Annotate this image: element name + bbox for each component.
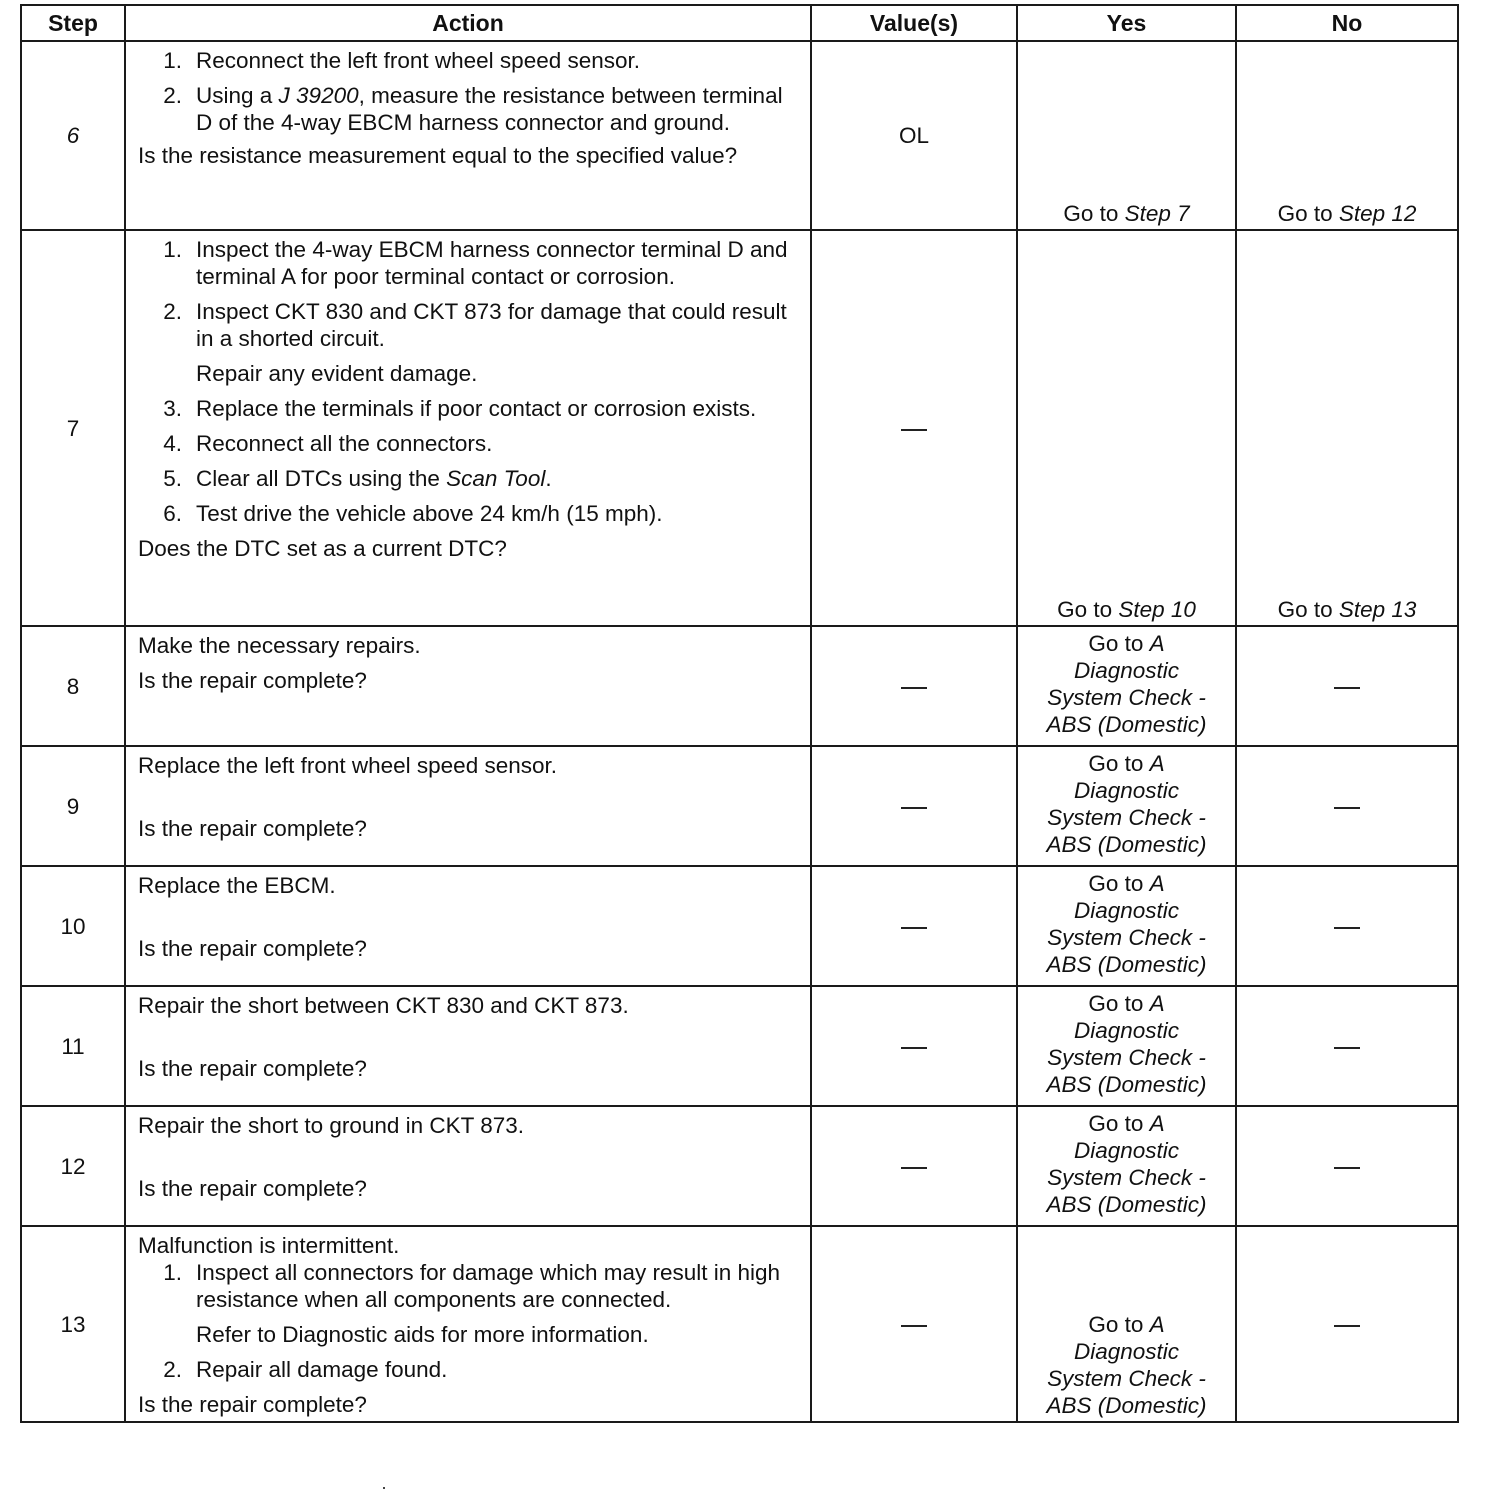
action-cell bbox=[125, 1226, 811, 1422]
item-number: 4. bbox=[163, 431, 182, 456]
goto-prefix: Go to bbox=[1277, 201, 1339, 226]
action-note: Repair any evident damage. bbox=[196, 361, 478, 386]
header-values: Value(s) bbox=[811, 5, 1017, 41]
action-item bbox=[138, 236, 802, 290]
step-label: 10 bbox=[60, 913, 86, 939]
goto-step-link[interactable]: Step 10 bbox=[1118, 597, 1196, 622]
header-yes: Yes bbox=[1017, 5, 1236, 41]
no-cell bbox=[1236, 41, 1458, 230]
goto-target: A bbox=[1149, 1111, 1165, 1136]
dash-placeholder bbox=[1334, 1047, 1360, 1049]
step-number bbox=[21, 746, 125, 866]
dash-placeholder bbox=[901, 429, 927, 431]
action-cell bbox=[125, 746, 811, 866]
yes-cell bbox=[1017, 41, 1236, 230]
dash-placeholder bbox=[1334, 687, 1360, 689]
action-item bbox=[138, 430, 802, 457]
goto-step-link[interactable]: Step 12 bbox=[1338, 201, 1417, 226]
goto-step-link[interactable]: Step 7 bbox=[1124, 201, 1190, 226]
item-text: Replace the terminals if poor contact or corrosion exists. bbox=[196, 396, 757, 421]
step-number bbox=[21, 230, 125, 626]
goto-step-link[interactable]: Step 13 bbox=[1338, 597, 1417, 622]
item-text: Repair all damage found. bbox=[196, 1357, 448, 1382]
action-text: Repair the short to ground in CKT 873. bbox=[138, 1113, 525, 1138]
dash-placeholder bbox=[901, 1325, 927, 1327]
dash-placeholder bbox=[901, 927, 927, 929]
goto-diagnostic-check-link[interactable] bbox=[1046, 750, 1206, 858]
goto-prefix: Go to bbox=[1063, 201, 1125, 226]
yes-cell bbox=[1017, 746, 1236, 866]
no-cell bbox=[1236, 1106, 1458, 1226]
goto-target: System Check - bbox=[1047, 685, 1206, 710]
dash-placeholder bbox=[901, 807, 927, 809]
item-number: 3. bbox=[163, 396, 182, 421]
step-number bbox=[21, 866, 125, 986]
item-text: Inspect CKT 830 and CKT 873 for damage that could result in a shorted circuit. bbox=[196, 299, 787, 351]
header-step: Step bbox=[21, 5, 125, 41]
action-item bbox=[138, 82, 802, 136]
item-text: . bbox=[545, 466, 552, 491]
goto-target: Diagnostic bbox=[1073, 1018, 1180, 1043]
goto-target: ABS (Domestic) bbox=[1046, 832, 1207, 857]
dash-placeholder bbox=[901, 1047, 927, 1049]
dash-placeholder bbox=[1334, 1325, 1360, 1327]
step-number bbox=[21, 986, 125, 1106]
item-text: Inspect the 4-way EBCM harness connector terminal D and terminal A for poor terminal contact or corrosion. bbox=[196, 237, 788, 289]
table-row bbox=[21, 230, 1458, 626]
goto-target: System Check - bbox=[1047, 925, 1206, 950]
step-label: 8 bbox=[66, 673, 80, 699]
no-cell bbox=[1236, 626, 1458, 746]
no-cell bbox=[1236, 1226, 1458, 1422]
value-cell bbox=[811, 230, 1017, 626]
goto-diagnostic-check-link[interactable] bbox=[1046, 870, 1206, 978]
table-row bbox=[21, 746, 1458, 866]
header-row bbox=[21, 5, 1458, 41]
goto-target: Diagnostic bbox=[1073, 898, 1180, 923]
action-question: Is the repair complete? bbox=[138, 668, 367, 693]
goto-diagnostic-check-link[interactable] bbox=[1046, 990, 1206, 1098]
goto-prefix: Go to bbox=[1057, 597, 1119, 622]
item-number: 6. bbox=[163, 501, 182, 526]
goto-prefix: Go to bbox=[1277, 597, 1339, 622]
no-cell bbox=[1236, 230, 1458, 626]
action-item bbox=[138, 298, 802, 352]
scan-speck bbox=[383, 1487, 385, 1489]
goto-target: System Check - bbox=[1047, 805, 1206, 830]
action-item bbox=[138, 465, 802, 492]
action-item bbox=[138, 1259, 802, 1313]
action-cell bbox=[125, 626, 811, 746]
action-note: Refer to Diagnostic aids for more information. bbox=[196, 1322, 649, 1347]
action-item bbox=[138, 47, 802, 74]
table-row bbox=[21, 866, 1458, 986]
step-number bbox=[21, 41, 125, 230]
action-text: Replace the EBCM. bbox=[138, 873, 336, 898]
yes-cell bbox=[1017, 866, 1236, 986]
step-label: 9 bbox=[66, 793, 80, 819]
value-cell bbox=[811, 1106, 1017, 1226]
table-row bbox=[21, 1106, 1458, 1226]
action-intro: Malfunction is intermittent. bbox=[138, 1233, 400, 1258]
goto-prefix: Go to bbox=[1088, 1111, 1150, 1136]
action-cell bbox=[125, 866, 811, 986]
no-cell bbox=[1236, 746, 1458, 866]
yes-cell bbox=[1017, 230, 1236, 626]
action-text: Make the necessary repairs. bbox=[138, 633, 421, 658]
dash-placeholder bbox=[1334, 927, 1360, 929]
goto-target: System Check - bbox=[1047, 1366, 1206, 1391]
goto-target: ABS (Domestic) bbox=[1046, 712, 1207, 737]
step-number bbox=[21, 1226, 125, 1422]
goto-prefix: Go to bbox=[1088, 751, 1150, 776]
dash-placeholder bbox=[1334, 1167, 1360, 1169]
goto-target: Diagnostic bbox=[1073, 1138, 1180, 1163]
action-question: Is the resistance measurement equal to the specified value? bbox=[138, 143, 738, 168]
goto-diagnostic-check-link[interactable] bbox=[1046, 630, 1206, 738]
goto-target: ABS (Domestic) bbox=[1046, 1393, 1207, 1418]
item-text: Reconnect all the connectors. bbox=[196, 431, 493, 456]
item-number: 2. bbox=[163, 1357, 182, 1382]
action-item bbox=[138, 1356, 802, 1383]
value-cell bbox=[811, 746, 1017, 866]
diagnostic-table bbox=[20, 4, 1459, 1423]
step-label: 11 bbox=[61, 1033, 85, 1059]
goto-target: ABS (Domestic) bbox=[1046, 1072, 1207, 1097]
step-number bbox=[21, 626, 125, 746]
tool-reference: Scan Tool bbox=[446, 466, 546, 491]
item-number: 1. bbox=[163, 48, 182, 73]
item-number: 1. bbox=[163, 1260, 182, 1285]
value-cell bbox=[811, 1226, 1017, 1422]
action-item bbox=[138, 395, 802, 422]
goto-prefix: Go to bbox=[1088, 1312, 1150, 1337]
goto-target: A bbox=[1149, 751, 1165, 776]
value-cell bbox=[811, 866, 1017, 986]
item-text: , measure the resistance between terminal D of the 4-way EBCM harness connector and ground. bbox=[196, 83, 783, 135]
item-text: Clear all DTCs using the bbox=[196, 466, 447, 491]
action-question: Is the repair complete? bbox=[138, 936, 367, 961]
dash-placeholder bbox=[901, 687, 927, 689]
goto-target: A bbox=[1149, 991, 1165, 1016]
value-cell bbox=[811, 986, 1017, 1106]
goto-target: Diagnostic bbox=[1073, 778, 1180, 803]
table-row bbox=[21, 626, 1458, 746]
no-cell bbox=[1236, 866, 1458, 986]
yes-cell bbox=[1017, 986, 1236, 1106]
step-label: 12 bbox=[60, 1153, 86, 1179]
goto-target: A bbox=[1149, 631, 1165, 656]
action-text: Repair the short between CKT 830 and CKT 873. bbox=[138, 993, 629, 1018]
yes-cell bbox=[1017, 1106, 1236, 1226]
goto-target: System Check - bbox=[1047, 1165, 1206, 1190]
action-question: Is the repair complete? bbox=[138, 816, 367, 841]
table-row bbox=[21, 41, 1458, 230]
item-number: 1. bbox=[163, 237, 182, 262]
table-row bbox=[21, 986, 1458, 1106]
goto-prefix: Go to bbox=[1088, 631, 1150, 656]
item-text: Inspect all connectors for damage which may result in high resistance when all components are connected. bbox=[196, 1260, 781, 1312]
action-item bbox=[138, 500, 802, 527]
action-cell bbox=[125, 41, 811, 230]
tool-reference: J 39200 bbox=[278, 83, 359, 108]
header-action: Action bbox=[125, 5, 811, 41]
value-cell bbox=[811, 626, 1017, 746]
goto-target: Diagnostic bbox=[1073, 658, 1180, 683]
goto-diagnostic-check-link[interactable] bbox=[1046, 1311, 1206, 1419]
item-text: Test drive the vehicle above 24 km/h (15 mph). bbox=[196, 501, 663, 526]
goto-diagnostic-check-link[interactable] bbox=[1046, 1110, 1206, 1218]
action-cell bbox=[125, 1106, 811, 1226]
step-number bbox=[21, 1106, 125, 1226]
dash-placeholder bbox=[901, 1167, 927, 1169]
goto-prefix: Go to bbox=[1088, 871, 1150, 896]
goto-target: A bbox=[1149, 871, 1165, 896]
step-label: 13 bbox=[60, 1311, 86, 1337]
action-cell bbox=[125, 986, 811, 1106]
goto-target: ABS (Domestic) bbox=[1046, 952, 1207, 977]
goto-prefix: Go to bbox=[1088, 991, 1150, 1016]
yes-cell bbox=[1017, 1226, 1236, 1422]
dash-placeholder bbox=[1334, 807, 1360, 809]
goto-target: System Check - bbox=[1047, 1045, 1206, 1070]
item-text: Reconnect the left front wheel speed sensor. bbox=[196, 48, 641, 73]
yes-cell bbox=[1017, 626, 1236, 746]
goto-target: Diagnostic bbox=[1073, 1339, 1180, 1364]
item-number: 2. bbox=[163, 299, 182, 324]
step-label: 7 bbox=[66, 415, 80, 441]
item-number: 5. bbox=[163, 466, 182, 491]
action-text: Replace the left front wheel speed sensor. bbox=[138, 753, 558, 778]
value-text: OL bbox=[898, 123, 929, 148]
action-question: Does the DTC set as a current DTC? bbox=[138, 536, 507, 561]
item-text: Using a bbox=[196, 83, 279, 108]
header-no: No bbox=[1236, 5, 1458, 41]
action-question: Is the repair complete? bbox=[138, 1392, 367, 1417]
item-number: 2. bbox=[163, 83, 182, 108]
action-cell bbox=[125, 230, 811, 626]
goto-target: ABS (Domestic) bbox=[1046, 1192, 1207, 1217]
goto-target: A bbox=[1149, 1312, 1165, 1337]
no-cell bbox=[1236, 986, 1458, 1106]
action-question: Is the repair complete? bbox=[138, 1176, 367, 1201]
action-question: Is the repair complete? bbox=[138, 1056, 367, 1081]
value-cell bbox=[811, 41, 1017, 230]
step-label: 6 bbox=[66, 123, 80, 148]
table-row bbox=[21, 1226, 1458, 1422]
